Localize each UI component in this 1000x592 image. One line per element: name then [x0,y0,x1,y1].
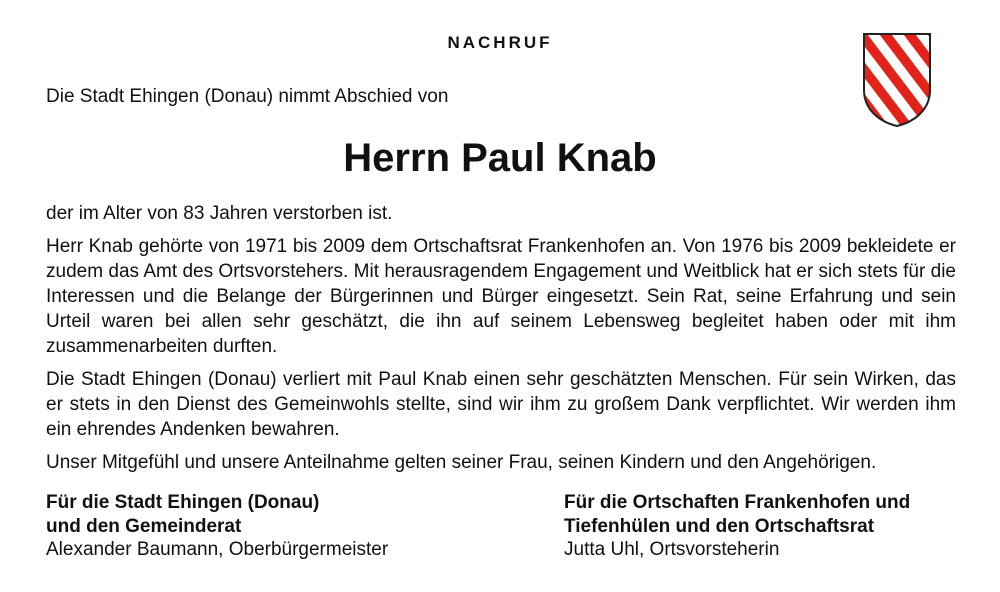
paragraph-age: der im Alter von 83 Jahren verstorben ist. [46,203,393,224]
paragraph-thanks: Die Stadt Ehingen (Donau) verliert mit Paul Knab einen sehr geschätzten Menschen. Für sein Wirken, das er stets in den Dienst des Gemeinwohls stellte, sind wir ihm zu großem Dank verpflichtet. Wir werden ihm ein ehrendes Andenken bewahren. [46,369,956,440]
signature-city [46,491,388,562]
notice-body [46,201,956,483]
coat-of-arms-icon [862,32,932,128]
signature-localities-name: Jutta Uhl, Ortsvorsteherin [564,539,780,560]
signature-city-name: Alexander Baumann, Oberbürgermeister [46,539,389,560]
signature-city-line2: und den Gemeinderat [46,515,242,537]
intro-text: Die Stadt Ehingen (Donau) nimmt Abschied von [46,86,449,107]
signature-city-line1: Für die Stadt Ehingen (Donau) [46,492,320,513]
deceased-name: Herrn Paul Knab [343,136,657,180]
paragraph-career: Herr Knab gehörte von 1971 bis 2009 dem Ortschaftsrat Frankenhofen an. Von 1976 bis 2009 bekleidete er zudem das Amt des Ortsvorstehers. Mit herausragendem Engagement und Weitblick hat er sich stets für die Interessen und die Belange der Bürgerinnen und Bürger eingesetzt. Sein Rat, seine Erfahrung und sein Urteil waren bei allen sehr geschätzt, die ihn auf seinem Lebensweg begleitet haben oder mit ihm zusammenarbeiten durften. [46,236,956,357]
paragraph-condolence: Unser Mitgefühl und unsere Anteilnahme gelten seiner Frau, seinen Kindern und den Angehörigen. [46,452,877,473]
notice-label: NACHRUF [447,33,553,52]
signature-localities [564,491,910,562]
signature-localities-line1: Für die Ortschaften Frankenhofen und [564,492,911,513]
signature-localities-line2: Tiefenhülen und den Ortschaftsrat [564,515,875,537]
